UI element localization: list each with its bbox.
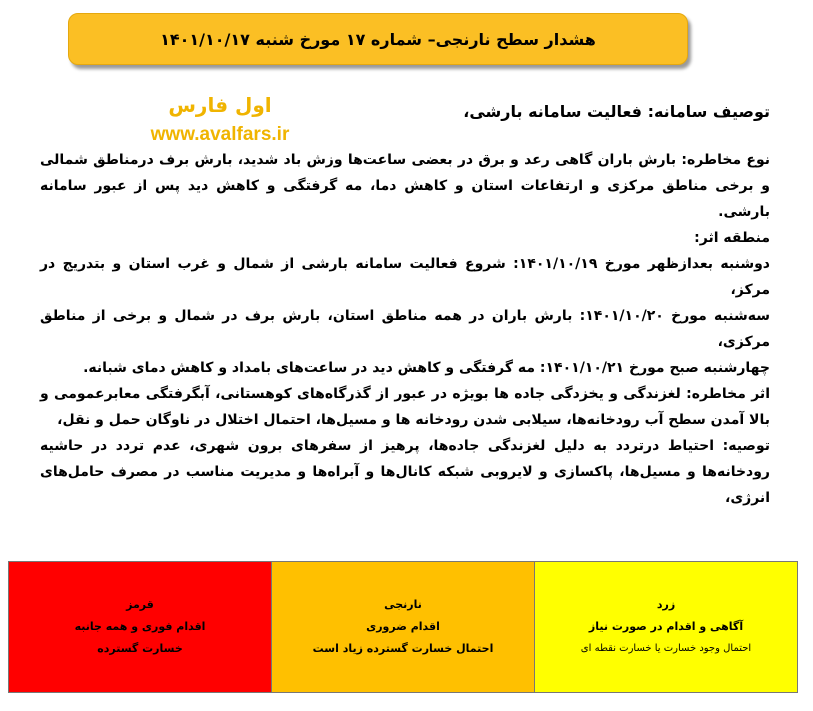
alert-level-legend bbox=[8, 561, 798, 693]
affected-area-label: منطقه اثر: bbox=[694, 230, 770, 246]
legend-red-impact: خسارت گسترده bbox=[97, 642, 183, 655]
legend-yellow-action: آگاهی و اقدام در صورت نیاز bbox=[588, 620, 744, 633]
legend-yellow-level: زرد bbox=[656, 598, 676, 611]
advice: توصیه: احتیاط درتردد به دلیل لغزندگی جاده‌ها، پرهیز از سفرهای برون شهری، عدم تردد در حاشیه رودخانه‌ها و مسیل‌ها، پاکسازی و لایروبی شبکه کانال‌ها و آبراه‌ها و مدیریت مناسب در مصرف حامل‌های انرژی، bbox=[40, 438, 770, 506]
system-description: توصیف سامانه: فعالیت سامانه بارشی، bbox=[463, 102, 770, 121]
legend-yellow bbox=[535, 562, 797, 692]
forecast-day-2: سه‌شنبه مورخ ۱۴۰۱/۱۰/۲۰: بارش باران در همه مناطق استان، بارش برف در شمال و برخی از مناطق مرکزی، bbox=[40, 308, 770, 350]
legend-orange bbox=[272, 562, 535, 692]
legend-yellow-impact: احتمال وجود خسارت یا خسارت نقطه ای bbox=[580, 643, 752, 654]
legend-red-level: قرمز bbox=[126, 598, 154, 611]
alert-title-banner bbox=[68, 13, 688, 65]
legend-orange-impact: احتمال خسارت گسترده زیاد است bbox=[312, 642, 494, 655]
alert-body bbox=[40, 99, 770, 511]
hazard-effects: اثر مخاطره: لغزندگی و یخزدگی جاده ها بویژه در عبور از گذرگاه‌های کوهستانی، آبگرفتگی معابرعمومی و بالا آمدن سطح آب رودخانه‌ها، سیلابی شدن رودخانه ها و مسیل‌ها، احتمال اختلال در ناوگان حمل و نقل، bbox=[40, 386, 770, 428]
forecast-day-1: دوشنبه بعدازظهر مورخ ۱۴۰۱/۱۰/۱۹: شروع فعالیت سامانه بارشی از شمال و غرب استان و بتدریج در مرکز، bbox=[40, 256, 770, 298]
legend-orange-action: اقدام ضروری bbox=[366, 620, 440, 633]
legend-orange-level: نارنجی bbox=[384, 598, 422, 611]
forecast-day-3: چهارشنبه صبح مورخ ۱۴۰۱/۱۰/۲۱: مه گرفتگی و کاهش دید در ساعت‌های بامداد و کاهش دمای شبانه. bbox=[83, 360, 770, 376]
legend-red-action: اقدام فوری و همه جانبه bbox=[74, 620, 206, 633]
hazard-type: نوع مخاطره: بارش باران گاهی رعد و برق در بعضی ساعت‌ها وزش باد شدید، بارش برف درمناطق شمالی و برخی مناطق مرکزی و ارتفاعات استان و کاهش دما، مه گرفتگی و کاهش دید پس از عبور سامانه بارشی. bbox=[40, 152, 770, 220]
legend-red bbox=[9, 562, 272, 692]
alert-title: هشدار سطح نارنجی– شماره ۱۷ مورخ شنبه ۱۴۰۱/۱۰/۱۷ bbox=[160, 29, 596, 49]
watermark-url: www.avalfars.ir bbox=[150, 124, 290, 145]
watermark-name: اول فارس bbox=[168, 93, 272, 117]
